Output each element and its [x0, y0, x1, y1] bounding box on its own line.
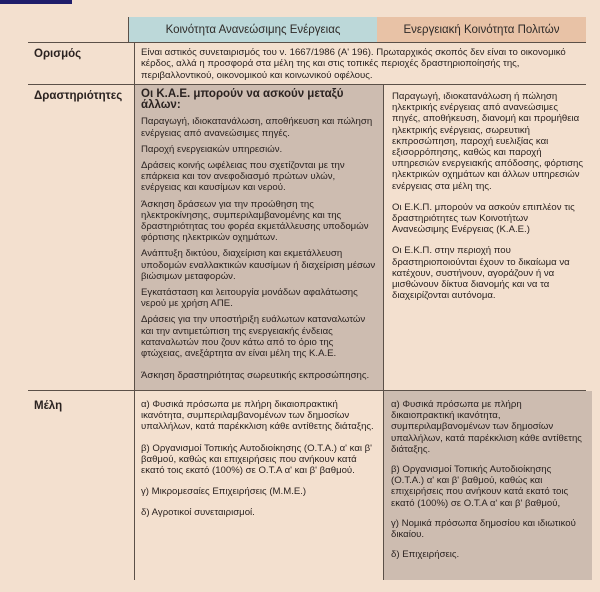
activity-item: Δράσεις κοινής ωφέλειας που σχετίζονται με την επάρκεια και τον ανεφοδιασμό πρώτων υλών, ενέργειας και καυσίμων και νερού. [141, 159, 345, 194]
activity-item: Ανάπτυξη δικτύου, διαχείριση και εκμετάλλευση υποδομών εναλλακτικών καυσίμων ή διαχείριση μέσων βιώσιμων μεταφορών. [141, 248, 376, 282]
activities-renewable-heading: Οι Κ.Α.Ε. μπορούν να ασκούν μεταξύ άλλων: [141, 87, 344, 112]
header-renewable-community: Κοινότητα Ανανεώσιμης Ενέργειας [128, 17, 377, 42]
members-label: Μέλη [34, 399, 63, 412]
header-row [28, 17, 586, 42]
activities-label: Δραστηριότητες [34, 89, 123, 102]
activity-item: Δράσεις για την υποστήριξη ευάλωτων καταναλωτών και την αντιμετώπιση της ενεργειακής ένδειας καταναλωτών που ζουν κάτω από το όριο της φτώχειας, ανεξάρτητα αν είναι μέλη της Κ.Α.Ε. [141, 314, 366, 359]
member-item: α) Φυσικά πρόσωπα με πλήρη δικαιοπρακτική ικανότητα, συμπεριλαμβανομένων των δημοσίων υπαλλήλων, κατά παρέκκλιση κάθε αντίθετης διάταξης. [141, 398, 374, 433]
activity-item: Παραγωγή, ιδιοκατανάλωση, αποθήκευση και πώληση ενέργειας από ανανεώσιμες πηγές. [141, 116, 373, 139]
members-citizens-cell [383, 391, 592, 580]
header-citizens-community: Ενεργειακή Κοινότητα Πολιτών [377, 17, 586, 42]
definition-text: Είναι αστικός συνεταιρισμός του ν. 1667/1986 (Α' 196). Πρωταρχικός σκοπός δεν είναι το οικονομικό κέρδος, αλλά η προσφορά στα μέλη της και στις τοπικές περιοχές δραστηριοποίησής της, περιβαλλοντικού, οικονομικού και κοινωνικού οφέλους. [134, 43, 592, 84]
member-item: β) Οργανισμοί Τοπικής Αυτοδιοίκησης (Ο.Τ.Α.) α' και β' βαθμού, καθώς και επιχειρήσεις που ανήκουν κατά εκατό τοις εκατό (100%) σε Ο.Τ.Α α' και β' βαθμού, [391, 463, 569, 509]
activity-item: Άσκηση δράσεων για την προώθηση της ηλεκτροκίνησης, συμπεριλαμβανομένης και της δραστηριότητας του φορέα εκμετάλλευσης υποδομών φόρτισης ηλεκτρικών οχημάτων. [141, 198, 369, 244]
activities-row [28, 85, 586, 390]
definition-row [28, 43, 586, 84]
members-renewable-cell [134, 391, 383, 580]
member-item: δ) Αγροτικοί συνεταιρισμοί. [141, 507, 255, 519]
member-item: γ) Μικρομεσαίες Επιχειρήσεις (Μ.Μ.Ε.) [141, 486, 307, 498]
member-item: γ) Νομικά πρόσωπα δημοσίου και ιδιωτικού δικαίου. [391, 517, 576, 540]
activity-item: Εγκατάσταση και λειτουργία μονάδων αφαλάτωσης νερού με χρήση ΑΠΕ. [141, 286, 358, 310]
activity-item: Παροχή ενεργειακών υπηρεσιών. [141, 143, 283, 155]
activity-item: Οι Ε.Κ.Π. μπορούν να ασκούν επιπλέον τις δραστηριότητες των Κοινοτήτων Ανανεώσιμης Ενέργειας (Κ.Α.Ε.) [392, 201, 575, 236]
activity-item: Άσκηση δραστηριότητας σωρευτικής εκπροσώπησης. [141, 370, 370, 382]
definition-label: Ορισμός [34, 48, 82, 60]
activity-item: Οι Ε.Κ.Π. στην περιοχή που δραστηριοποιούνται έχουν το δικαίωμα να κατέχουν, συστήνουν, αγοράζουν ή να μισθώνουν δίκτυα διανομής και να τα διαχειρίζονται αυτόνομα. [392, 245, 570, 302]
activities-citizens-cell [383, 85, 592, 390]
header-empty-cell [28, 17, 128, 42]
accent-bar [0, 0, 72, 4]
member-item: α) Φυσικά πρόσωπα με πλήρη δικαιοπρακτική ικανότητα, συμπεριλαμβανομένων των δημοσίων υπαλλήλων, κατά παρέκκλιση κάθε αντίθετης διάταξης. [391, 398, 582, 455]
members-row [28, 391, 586, 580]
activity-item: Παραγωγή, ιδιοκατανάλωση ή πώληση ηλεκτρικής ενέργειας από ανανεώσιμες πηγές, αποθήκευση, διανομή και προμήθεια ηλεκτρικής ενέργειας, σωρευτική εκπροσώπηση, παροχή ευελιξίας και εξισορρόπησης, καθώς και παροχή υπηρεσιών ενεργειακής απόδοσης, φόρτισης ηλεκτρικών οχημάτων και άλλων υπηρεσιών ενέργειας στα μέλη της. [392, 90, 583, 192]
member-item: β) Οργανισμοί Τοπικής Αυτοδιοίκησης (Ο.Τ.Α.) α' και β' βαθμού, καθώς και επιχειρήσεις που ανήκουν κατά εκατό τοις εκατό (100%) σε Ο.Τ.Α α' και β' βαθμού. [141, 442, 373, 476]
comparison-table [28, 17, 586, 580]
activities-renewable-cell [134, 85, 383, 390]
member-item: δ) Επιχειρήσεις. [391, 549, 460, 561]
